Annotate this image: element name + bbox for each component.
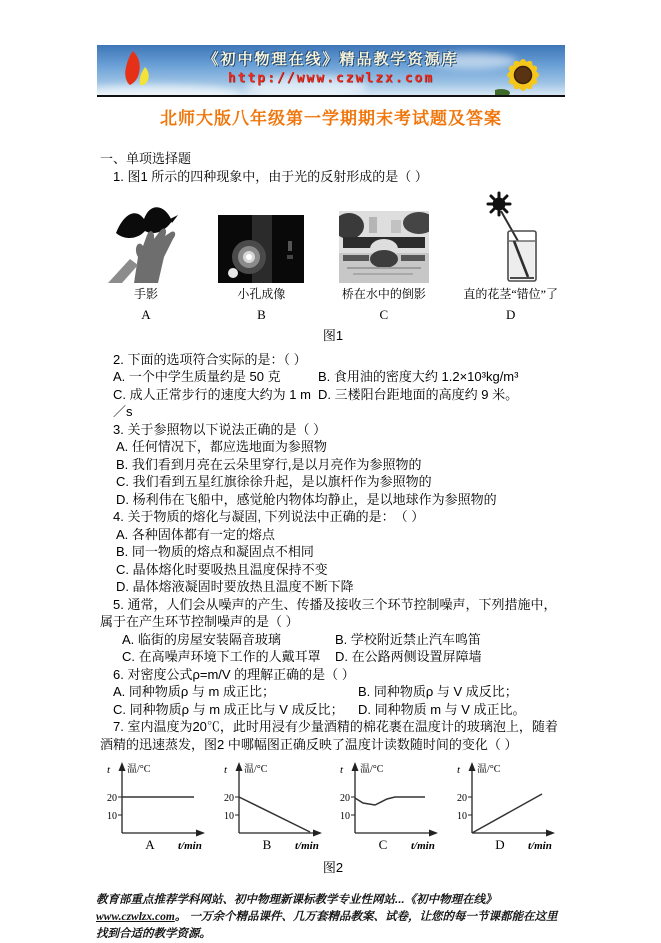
figure-caption: 手影 <box>133 287 158 301</box>
svg-text:t/min: t/min <box>294 840 319 852</box>
svg-text:t: t <box>223 764 227 776</box>
option-c: C. 在高噪声环境下工作的人戴耳罩 <box>122 649 321 664</box>
footer-text-after-url: 。 一万余个精品课件、几万套精品教案、试卷，让您的每一节课都能在这里找到合适的教学资源。 <box>96 911 558 940</box>
figure-letter: D <box>505 306 516 322</box>
question-6 <box>100 666 566 719</box>
question-1 <box>100 168 566 345</box>
x-axis-arrow-icon <box>429 830 438 837</box>
y-axis-arrow-icon <box>352 762 359 771</box>
pinhole-image <box>218 191 304 283</box>
question-text: 6. 对密度公式ρ=m/V 的理解正确的是（ ） <box>113 666 355 682</box>
flower-in-glass-image <box>472 191 550 283</box>
question-text: 3. 关于参照物以下说法正确的是（ ） <box>113 421 327 437</box>
figure-item-hand-shadow <box>108 191 184 323</box>
page-title: 北师大版八年级第一学期期末考试题及答案 <box>160 109 502 128</box>
figure-item-pinhole-image <box>218 191 304 323</box>
graph-option-b <box>217 759 327 853</box>
section-heading: 一、单项选择题 <box>100 151 192 166</box>
option-a: A. 临街的房屋安装隔音玻璃 <box>122 631 281 647</box>
question-text: 1. 图1 所示的四种现象中，由于光的反射形成的是（ ） <box>113 168 428 184</box>
svg-text:A: A <box>145 837 155 852</box>
site-banner <box>97 45 565 97</box>
site-title: 《初中物理在线》精品教学资源库 <box>203 52 459 68</box>
option-c: C. 我们看到五星红旗徐徐升起，是以旗杆作为参照物的 <box>116 474 432 489</box>
graph-option-d <box>450 759 560 853</box>
footer-text-before-url: 教育部重点推荐学科网站、初中物理新课标教学专业性网站...《初中物理在线》 <box>96 894 497 906</box>
svg-text:20: 20 <box>107 793 117 804</box>
figure-caption: 直的花茎“错位”了 <box>463 287 558 301</box>
question-3 <box>100 421 566 509</box>
svg-text:温/°C: 温/°C <box>476 764 501 775</box>
option-b: B. 同一物质的熔点和凝固点不相同 <box>116 544 314 559</box>
option-c: C. 成人正常步行的速度大约为 1 m／s <box>113 386 311 419</box>
figure-1 <box>108 191 558 323</box>
option-c: C. 晶体熔化时要吸热且温度保持不变 <box>116 561 328 577</box>
bridge-reflection-image <box>339 191 429 283</box>
y-axis-arrow-icon <box>235 762 242 771</box>
site-url-link[interactable]: http://www.czwlzx.com <box>227 71 435 86</box>
svg-text:温/°C: 温/°C <box>360 764 384 775</box>
footer-url-link[interactable]: www.czwlzx.com <box>96 911 175 923</box>
option-d: D. 杨利伟在飞船中，感觉舱内物体均静止，是以地球作为参照物的 <box>116 491 497 507</box>
options <box>113 683 566 718</box>
question-text: 2. 下面的选项符合实际的是：（ ） <box>113 351 307 367</box>
option-d: D. 晶体熔液凝固时要放热且温度不断下降 <box>116 579 354 594</box>
svg-text:10: 10 <box>107 811 117 822</box>
svg-text:t: t <box>456 764 461 776</box>
svg-text:20: 20 <box>456 793 467 804</box>
svg-text:温/°C: 温/°C <box>127 764 151 775</box>
figure-item-flower-in-glass <box>463 191 558 323</box>
figure-2 <box>100 759 560 853</box>
option-d: D. 同种物质 m 与 V 成正比。 <box>358 701 526 717</box>
question-5 <box>100 596 566 666</box>
figure-1-caption: 图1 <box>322 328 344 343</box>
sunflower-icon <box>495 53 547 97</box>
question-7 <box>100 718 566 753</box>
figure-item-bridge-reflection <box>339 191 429 323</box>
svg-text:10: 10 <box>456 811 467 822</box>
option-d: D. 在公路两侧设置屏障墙 <box>335 649 482 664</box>
options <box>122 631 566 666</box>
y-axis-arrow-icon <box>119 762 126 771</box>
figure-caption: 小孔成像 <box>237 287 286 301</box>
graph-option-c <box>333 759 443 853</box>
option-d: D. 三楼阳台距地面的高度约 9 米。 <box>318 386 519 402</box>
svg-text:C: C <box>378 837 388 852</box>
x-axis-arrow-icon <box>196 830 205 837</box>
option-a: A. 同种物质ρ 与 m 成正比； <box>113 684 275 699</box>
hand-shadow-image <box>108 191 184 283</box>
figure-letter: C <box>379 306 389 322</box>
option-b: B. 学校附近禁止汽车鸣笛 <box>335 631 481 647</box>
question-text: 4. 关于物质的熔化与凝固, 下列说法中正确的是： （ ） <box>113 509 425 524</box>
svg-text:10: 10 <box>223 811 234 822</box>
question-text: 5. 通常，人们会从噪声的产生、传播及接收三个环节控制噪声，下列措施中，属于在产生环节控制噪声的是（ ） <box>100 596 557 629</box>
x-axis-arrow-icon <box>546 830 555 837</box>
option-a: A. 各种固体都有一定的熔点 <box>116 526 275 542</box>
svg-text:t: t <box>107 764 111 776</box>
exam-content <box>100 150 566 753</box>
option-a: A. 一个中学生质量约是 50 克 <box>113 369 281 384</box>
svg-text:t/min: t/min <box>411 840 436 852</box>
footer-text <box>96 892 568 943</box>
figure-2-caption: 图2 <box>322 860 344 875</box>
question-4 <box>100 508 566 596</box>
option-c: C. 同种物质ρ 与 m 成正比与 V 成反比； <box>113 701 344 717</box>
svg-text:10: 10 <box>340 811 351 822</box>
option-b: B. 我们看到月亮在云朵里穿行,是以月亮作为参照物的 <box>116 456 422 472</box>
svg-text:温/°C: 温/°C <box>243 764 268 775</box>
option-b: B. 同种物质ρ 与 V 成反比； <box>358 684 518 699</box>
figure-letter: A <box>141 306 151 322</box>
svg-text:B: B <box>262 837 271 852</box>
svg-text:t/min: t/min <box>178 840 202 852</box>
option-a: A. 任何情况下，都应选地面为参照物 <box>116 439 327 454</box>
svg-text:D: D <box>495 837 505 852</box>
figure-letter: B <box>257 306 266 322</box>
options <box>113 368 566 421</box>
svg-text:20: 20 <box>223 793 234 804</box>
option-b: B. 食用油的密度大约 1.2×10³kg/m³ <box>318 369 519 384</box>
y-axis-arrow-icon <box>468 762 475 771</box>
question-text: 7. 室内温度为20℃，此时用浸有少量酒精的棉花裹在温度计的玻璃泡上，随着酒精的迅速蒸发，图2 中哪幅图正确反映了温度计读数随时间的变化（ ） <box>100 719 558 752</box>
figure-caption: 桥在水中的倒影 <box>341 287 426 301</box>
question-2 <box>100 351 566 421</box>
svg-text:t/min: t/min <box>527 840 552 852</box>
svg-text:t: t <box>340 764 344 776</box>
graph-option-a <box>100 759 210 853</box>
x-axis-arrow-icon <box>313 830 322 837</box>
svg-text:20: 20 <box>340 793 351 804</box>
